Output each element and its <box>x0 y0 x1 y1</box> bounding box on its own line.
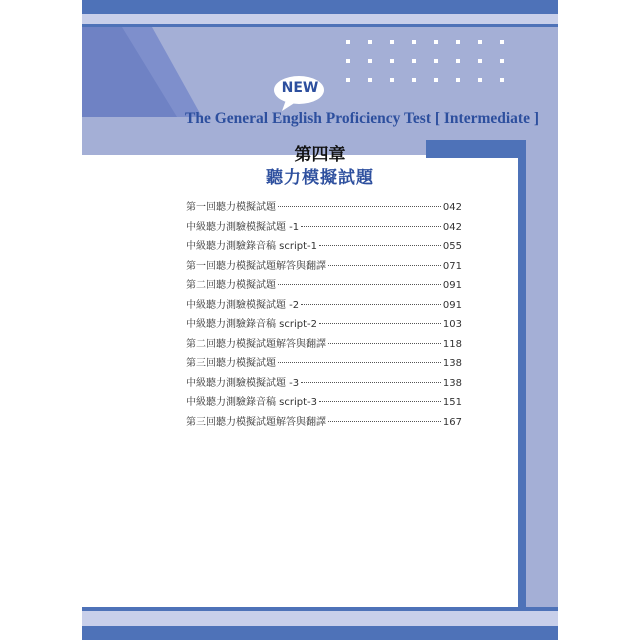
new-badge: NEW <box>281 80 319 96</box>
toc-leader <box>319 401 441 402</box>
toc-leader <box>301 304 441 305</box>
toc-entry-page: 138 <box>442 358 462 369</box>
toc-entry[interactable] <box>186 218 462 238</box>
toc-entry-page: 167 <box>442 416 462 428</box>
grid-dot <box>368 40 372 44</box>
book-title: The General English Proficiency Test [ Intermediate ] <box>184 110 540 127</box>
toc-entry-page: 042 <box>442 221 462 233</box>
toc-entry-label: 中級聽力測驗錄音稿 script-1 <box>186 241 318 252</box>
toc-entry[interactable] <box>186 315 462 335</box>
toc-entry-page: 138 <box>442 377 462 389</box>
right-accent-bar <box>518 140 526 607</box>
toc-entry-page: 071 <box>442 260 462 272</box>
toc-entry-label: 第一回聽力模擬試題解答與翻譯 <box>186 260 326 272</box>
toc-entry[interactable] <box>186 335 462 355</box>
grid-dot <box>346 40 350 44</box>
toc-leader <box>278 284 441 285</box>
toc-leader <box>328 421 441 422</box>
bottom-band-light <box>82 611 558 626</box>
toc-leader <box>278 362 441 363</box>
toc-entry-page: 055 <box>442 241 462 252</box>
grid-dot <box>346 59 350 63</box>
toc-entry-label: 第二回聽力模擬試題 <box>186 280 276 291</box>
grid-dot <box>368 78 372 82</box>
toc-entry[interactable] <box>186 354 462 374</box>
grid-dot <box>434 78 438 82</box>
toc-entry-label: 中級聽力測驗模擬試題 -2 <box>186 299 300 311</box>
toc-entry[interactable] <box>186 237 462 257</box>
toc-entry-page: 103 <box>442 319 462 330</box>
grid-dot <box>500 40 504 44</box>
grid-dot <box>478 40 482 44</box>
grid-dot <box>456 78 460 82</box>
top-band-dark <box>82 0 558 14</box>
toc-leader <box>301 226 441 227</box>
toc-entry-label: 第一回聽力模擬試題 <box>186 202 276 213</box>
grid-dot <box>412 59 416 63</box>
diagonal-decoration <box>82 27 202 117</box>
grid-dot <box>390 59 394 63</box>
grid-dot <box>456 59 460 63</box>
grid-dot <box>390 40 394 44</box>
toc-entry-label: 中級聽力測驗錄音稿 script-2 <box>186 319 318 330</box>
grid-dot <box>500 59 504 63</box>
toc-entry[interactable] <box>186 198 462 218</box>
toc-entry-label: 第二回聽力模擬試題解答與翻譯 <box>186 338 326 350</box>
toc-leader <box>328 265 441 266</box>
toc-leader <box>319 323 441 324</box>
toc-leader <box>319 245 441 246</box>
toc-leader <box>328 343 441 344</box>
table-of-contents <box>186 198 462 432</box>
chapter-number: 第四章 <box>294 145 346 165</box>
toc-leader <box>301 382 441 383</box>
chapter-title: 聽力模擬試題 <box>266 168 374 188</box>
grid-dot <box>434 59 438 63</box>
toc-entry[interactable] <box>186 257 462 277</box>
grid-dot <box>412 78 416 82</box>
toc-entry-label: 第三回聽力模擬試題解答與翻譯 <box>186 416 326 428</box>
toc-entry-label: 中級聽力測驗模擬試題 -1 <box>186 221 300 233</box>
toc-entry[interactable] <box>186 296 462 316</box>
grid-dot <box>412 40 416 44</box>
toc-entry-page: 151 <box>442 397 462 408</box>
grid-dot <box>390 78 394 82</box>
toc-entry-page: 091 <box>442 299 462 311</box>
toc-entry-label: 中級聽力測驗模擬試題 -3 <box>186 377 300 389</box>
grid-dot <box>346 78 350 82</box>
grid-dot <box>368 59 372 63</box>
grid-dot <box>478 59 482 63</box>
grid-dot <box>500 78 504 82</box>
bottom-band-dark <box>82 626 558 640</box>
top-band-light <box>82 14 558 24</box>
toc-entry[interactable] <box>186 413 462 433</box>
toc-entry-page: 118 <box>442 338 462 350</box>
grid-dot <box>456 40 460 44</box>
grid-dot <box>434 40 438 44</box>
dot-grid-decoration <box>346 40 526 88</box>
toc-entry-label: 第三回聽力模擬試題 <box>186 358 276 369</box>
toc-entry-page: 091 <box>442 280 462 291</box>
toc-entry[interactable] <box>186 276 462 296</box>
toc-leader <box>278 206 441 207</box>
toc-entry-page: 042 <box>442 202 462 213</box>
toc-entry-label: 中級聽力測驗錄音稿 script-3 <box>186 397 318 408</box>
toc-entry[interactable] <box>186 393 462 413</box>
toc-entry[interactable] <box>186 374 462 394</box>
grid-dot <box>478 78 482 82</box>
book-page <box>82 0 558 640</box>
